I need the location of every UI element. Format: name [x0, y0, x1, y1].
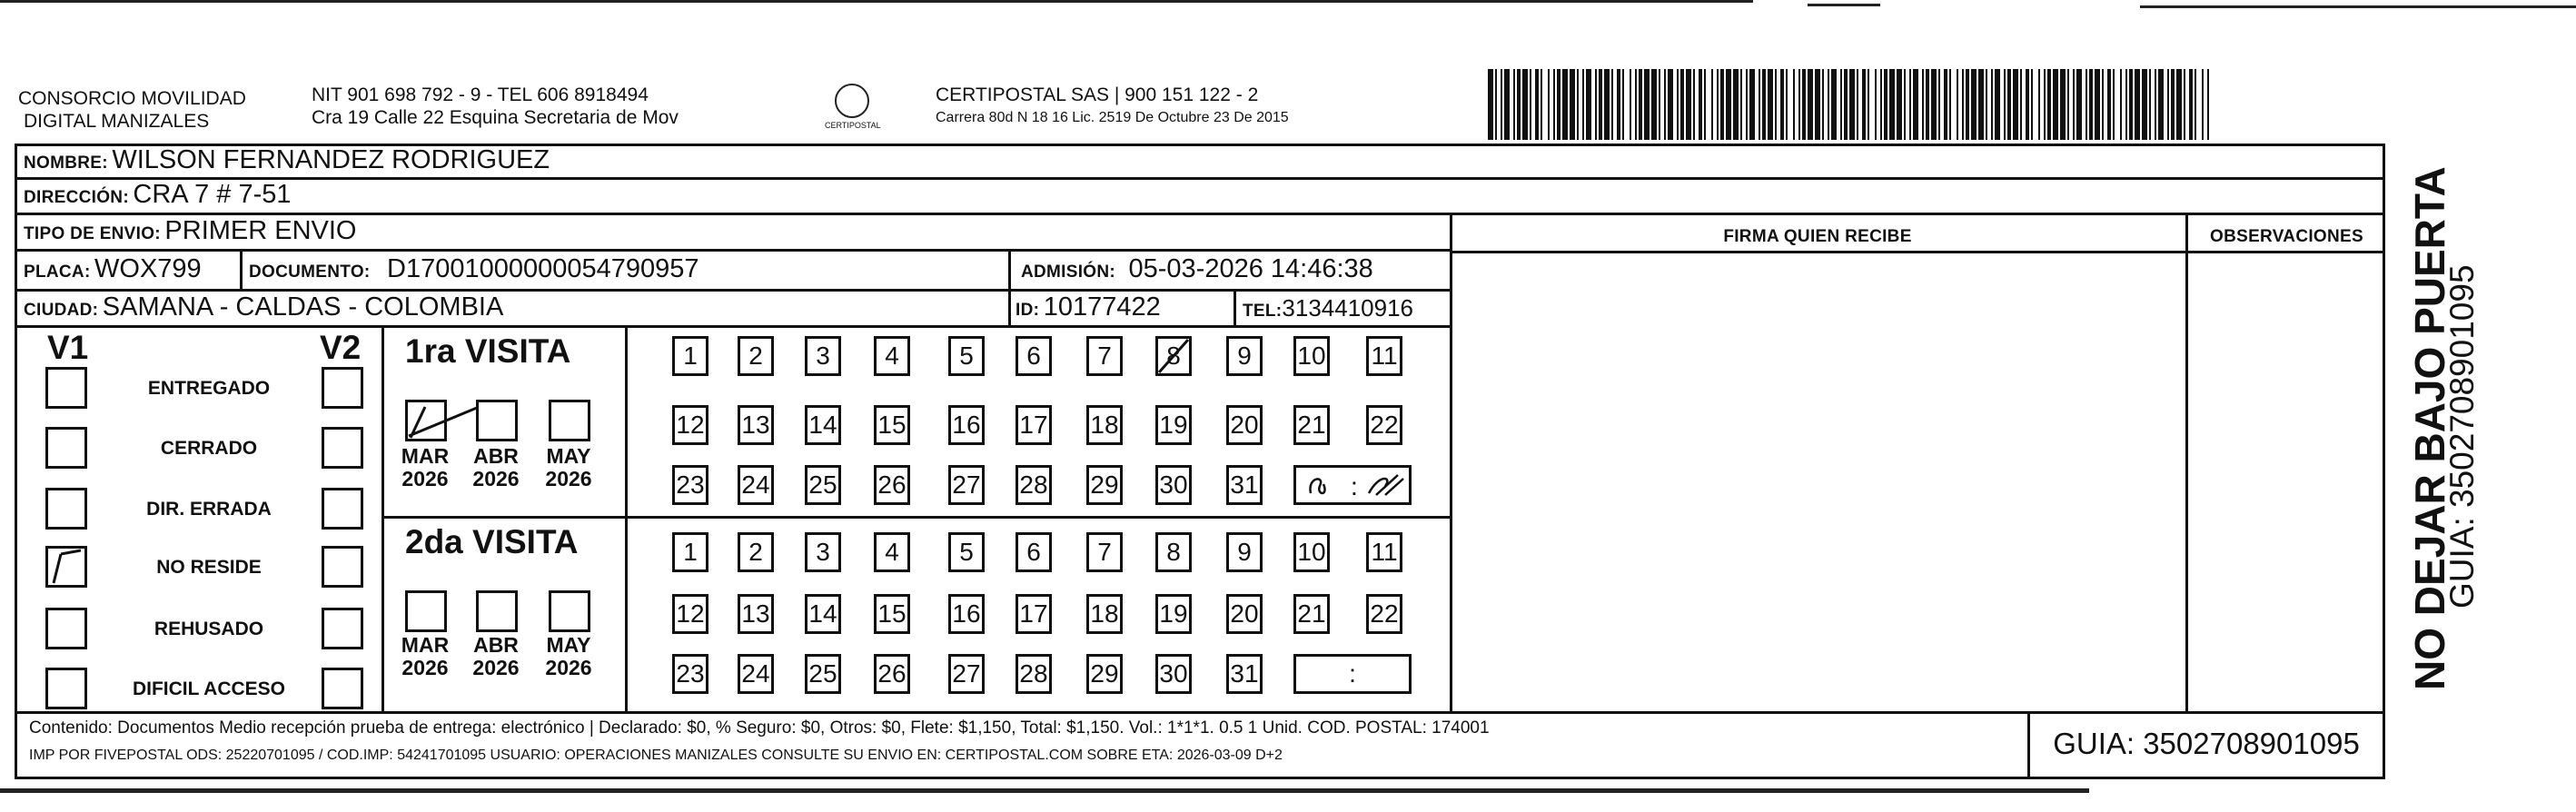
- scan-edge-line: [1808, 4, 1880, 6]
- v1-checkbox[interactable]: [45, 608, 87, 649]
- day-box[interactable]: 15: [874, 405, 910, 445]
- day-box[interactable]: 7: [1086, 532, 1123, 572]
- postal-logo-icon: [835, 84, 869, 118]
- status-label: ENTREGADO: [147, 378, 271, 399]
- month-checkbox[interactable]: [476, 590, 518, 632]
- day-box[interactable]: 18: [1086, 594, 1123, 634]
- recipient-address: CRA 7 # 7-51: [133, 180, 292, 209]
- day-box[interactable]: 20: [1226, 594, 1263, 634]
- company-name: CONSORCIO MOVILIDAD DIGITAL MANIZALES: [18, 88, 246, 132]
- scan-edge-line: [2140, 5, 2576, 8]
- v1-checkbox[interactable]: [45, 668, 87, 709]
- day-box[interactable]: 6: [1016, 336, 1052, 376]
- day-box[interactable]: 2: [738, 336, 774, 376]
- month-checkbox[interactable]: [405, 590, 447, 632]
- barcode: [1488, 69, 2214, 140]
- v1-checkbox[interactable]: [45, 488, 87, 530]
- month-checkbox[interactable]: [476, 400, 518, 441]
- day-box[interactable]: 4: [874, 336, 910, 376]
- month-label: ABR 2026: [472, 633, 520, 679]
- v2-checkbox[interactable]: [322, 367, 363, 409]
- day-box[interactable]: 4: [874, 532, 910, 572]
- tel-value: 3134410916: [1282, 294, 1414, 322]
- month-label: ABR 2026: [472, 444, 520, 490]
- month-checkbox[interactable]: [549, 400, 590, 441]
- shipment-type: PRIMER ENVIO: [164, 216, 357, 245]
- day-box[interactable]: 26: [874, 654, 910, 694]
- v1-header: V1: [47, 329, 89, 366]
- month-checkbox[interactable]: [549, 590, 590, 632]
- day-box[interactable]: 5: [948, 532, 985, 572]
- day-box[interactable]: 25: [805, 654, 841, 694]
- recipient-name: WILSON FERNANDEZ RODRIGUEZ: [112, 145, 550, 174]
- guia-number-box: GUIA: 3502708901095: [2053, 727, 2360, 760]
- day-box[interactable]: 30: [1155, 654, 1192, 694]
- day-box[interactable]: 9: [1226, 532, 1263, 572]
- day-box[interactable]: 10: [1293, 336, 1330, 376]
- day-box[interactable]: 19: [1155, 594, 1192, 634]
- tel-cell: TEL:3134410916: [1243, 294, 1414, 322]
- day-box[interactable]: 3: [805, 336, 841, 376]
- second-visit-label: 2da VISITA: [405, 523, 579, 560]
- month-label: MAR 2026: [401, 633, 450, 679]
- ciudad-cell: CIUDAD: SAMANA - CALDAS - COLOMBIA: [24, 292, 504, 322]
- day-box[interactable]: 12: [672, 405, 708, 445]
- day-box[interactable]: 21: [1293, 405, 1330, 445]
- day-box[interactable]: 1: [672, 532, 708, 572]
- day-box[interactable]: 13: [738, 405, 774, 445]
- month-label: MAY 2026: [545, 633, 592, 679]
- day-box[interactable]: 23: [672, 654, 708, 694]
- no-dejar-warning: NO DEJAR BAJO PUERTA: [2406, 166, 2453, 690]
- company-contact: NIT 901 698 792 - 9 - TEL 606 8918494 Cra 19 Calle 22 Esquina Secretaria de Mov: [312, 84, 679, 128]
- nombre-row: NOMBRE: WILSON FERNANDEZ RODRIGUEZ: [24, 145, 550, 174]
- day-box[interactable]: 5: [948, 336, 985, 376]
- footer-contents: Contenido: Documentos Medio recepción prueba de entrega: electrónico | Declarado: $0, % Seguro: $0, Otros: $0, Flete: $1,150, Total: $1,150. Vol.: 1*1*1. 0.5 1 Unid. COD. POSTAL: 174001: [29, 718, 1490, 738]
- first-visit-label: 1ra VISITA: [405, 332, 571, 370]
- day-box[interactable]: 6: [1016, 532, 1052, 572]
- day-box[interactable]: 25: [805, 465, 841, 505]
- day-box[interactable]: 30: [1155, 465, 1192, 505]
- day-box[interactable]: 17: [1016, 594, 1052, 634]
- time-box[interactable]: :: [1293, 654, 1412, 694]
- admision-value: 05-03-2026 14:46:38: [1128, 254, 1373, 283]
- v1-checkbox[interactable]: [45, 367, 87, 409]
- day-box[interactable]: 16: [948, 594, 985, 634]
- day-box[interactable]: 1: [672, 336, 708, 376]
- day-box[interactable]: 11: [1366, 336, 1402, 376]
- day-box[interactable]: 22: [1366, 405, 1402, 445]
- placa-value: WOX799: [94, 254, 202, 283]
- day-box[interactable]: 11: [1366, 532, 1402, 572]
- documento-value: D17001000000054790957: [387, 254, 699, 283]
- documento-cell: DOCUMENTO: D17001000000054790957: [249, 254, 699, 283]
- day-box[interactable]: 17: [1016, 405, 1052, 445]
- svg-text::: :: [1351, 472, 1358, 500]
- day-box[interactable]: 14: [805, 594, 841, 634]
- day-box[interactable]: 14: [805, 405, 841, 445]
- scan-edge-line: [0, 0, 1753, 3]
- placa-cell: PLACA: WOX799: [24, 254, 202, 283]
- day-box[interactable]: 18: [1086, 405, 1123, 445]
- v2-checkbox[interactable]: [322, 546, 363, 588]
- month-label: MAY 2026: [545, 444, 592, 490]
- v2-checkbox[interactable]: [322, 488, 363, 530]
- day-box[interactable]: 9: [1226, 336, 1263, 376]
- ciudad-value: SAMANA - CALDAS - COLOMBIA: [102, 292, 504, 322]
- id-cell: ID: 10177422: [1016, 292, 1161, 322]
- month-checkbox[interactable]: [405, 400, 447, 441]
- certipostal-info: CERTIPOSTAL SAS | 900 151 122 - 2 Carrera 80d N 18 16 Lic. 2519 De Octubre 23 De 2015: [936, 84, 1289, 125]
- day-box[interactable]: 12: [672, 594, 708, 634]
- day-box[interactable]: 21: [1293, 594, 1330, 634]
- day-box[interactable]: 24: [738, 465, 774, 505]
- id-value: 10177422: [1043, 292, 1161, 322]
- day-box[interactable]: 28: [1016, 654, 1052, 694]
- time-scribble-icon: [1298, 468, 1407, 504]
- day-box[interactable]: 8: [1155, 336, 1192, 376]
- scan-edge-line: [0, 788, 2089, 793]
- day-box[interactable]: 23: [672, 465, 708, 505]
- footer-print-info: IMP POR FIVEPOSTAL ODS: 25220701095 / COD.IMP: 54241701095 USUARIO: OPERACIONES MANIZALES CONSULTE SU ENVIO EN: CERTIPOSTAL.COM SOBRE ETA: 2026-03-09 D+2: [29, 748, 1283, 763]
- day-box[interactable]: 27: [948, 465, 985, 505]
- day-box[interactable]: 15: [874, 594, 910, 634]
- status-label: DIR. ERRADA: [146, 499, 272, 520]
- day-box[interactable]: 10: [1293, 532, 1330, 572]
- day-box[interactable]: 20: [1226, 405, 1263, 445]
- time-box[interactable]: [1293, 465, 1412, 505]
- v2-header: V2: [320, 329, 362, 366]
- day-box[interactable]: 26: [874, 465, 910, 505]
- day-box[interactable]: 27: [948, 654, 985, 694]
- status-label: REHUSADO: [154, 619, 264, 639]
- checkmark-icon: [48, 549, 84, 585]
- v2-checkbox[interactable]: [322, 427, 363, 469]
- admision-cell: ADMISIÓN: 05-03-2026 14:46:38: [1021, 254, 1373, 283]
- status-label: DIFICIL ACCESO: [132, 678, 285, 699]
- day-box[interactable]: 31: [1226, 654, 1263, 694]
- day-box[interactable]: 8: [1155, 532, 1192, 572]
- strike-mark-icon: [1155, 336, 1192, 376]
- side-guia: GUIA: 3502708901095: [2443, 264, 2481, 609]
- day-box[interactable]: 29: [1086, 465, 1123, 505]
- day-box[interactable]: 31: [1226, 465, 1263, 505]
- v1-checkbox[interactable]: [45, 427, 87, 469]
- certipostal-logo: CERTIPOSTAL: [825, 84, 879, 130]
- direccion-row: DIRECCIÓN: CRA 7 # 7-51: [24, 180, 292, 209]
- day-box[interactable]: 16: [948, 405, 985, 445]
- v1-checkbox[interactable]: [45, 546, 87, 588]
- day-box[interactable]: 22: [1366, 594, 1402, 634]
- v2-checkbox[interactable]: [322, 668, 363, 709]
- day-box[interactable]: 28: [1016, 465, 1052, 505]
- day-box[interactable]: 13: [738, 594, 774, 634]
- day-box[interactable]: 7: [1086, 336, 1123, 376]
- day-box[interactable]: 29: [1086, 654, 1123, 694]
- day-box[interactable]: 24: [738, 654, 774, 694]
- month-label: MAR 2026: [401, 444, 450, 490]
- tipo-envio-row: TIPO DE ENVIO: PRIMER ENVIO: [24, 216, 357, 245]
- firma-header: FIRMA QUIEN RECIBE: [1723, 227, 1912, 246]
- v2-checkbox[interactable]: [322, 608, 363, 649]
- day-box[interactable]: 19: [1155, 405, 1192, 445]
- observaciones-header: OBSERVACIONES: [2210, 227, 2363, 246]
- status-label: NO RESIDE: [156, 557, 262, 578]
- status-label: CERRADO: [160, 438, 258, 459]
- day-box[interactable]: 3: [805, 532, 841, 572]
- day-box[interactable]: 2: [738, 532, 774, 572]
